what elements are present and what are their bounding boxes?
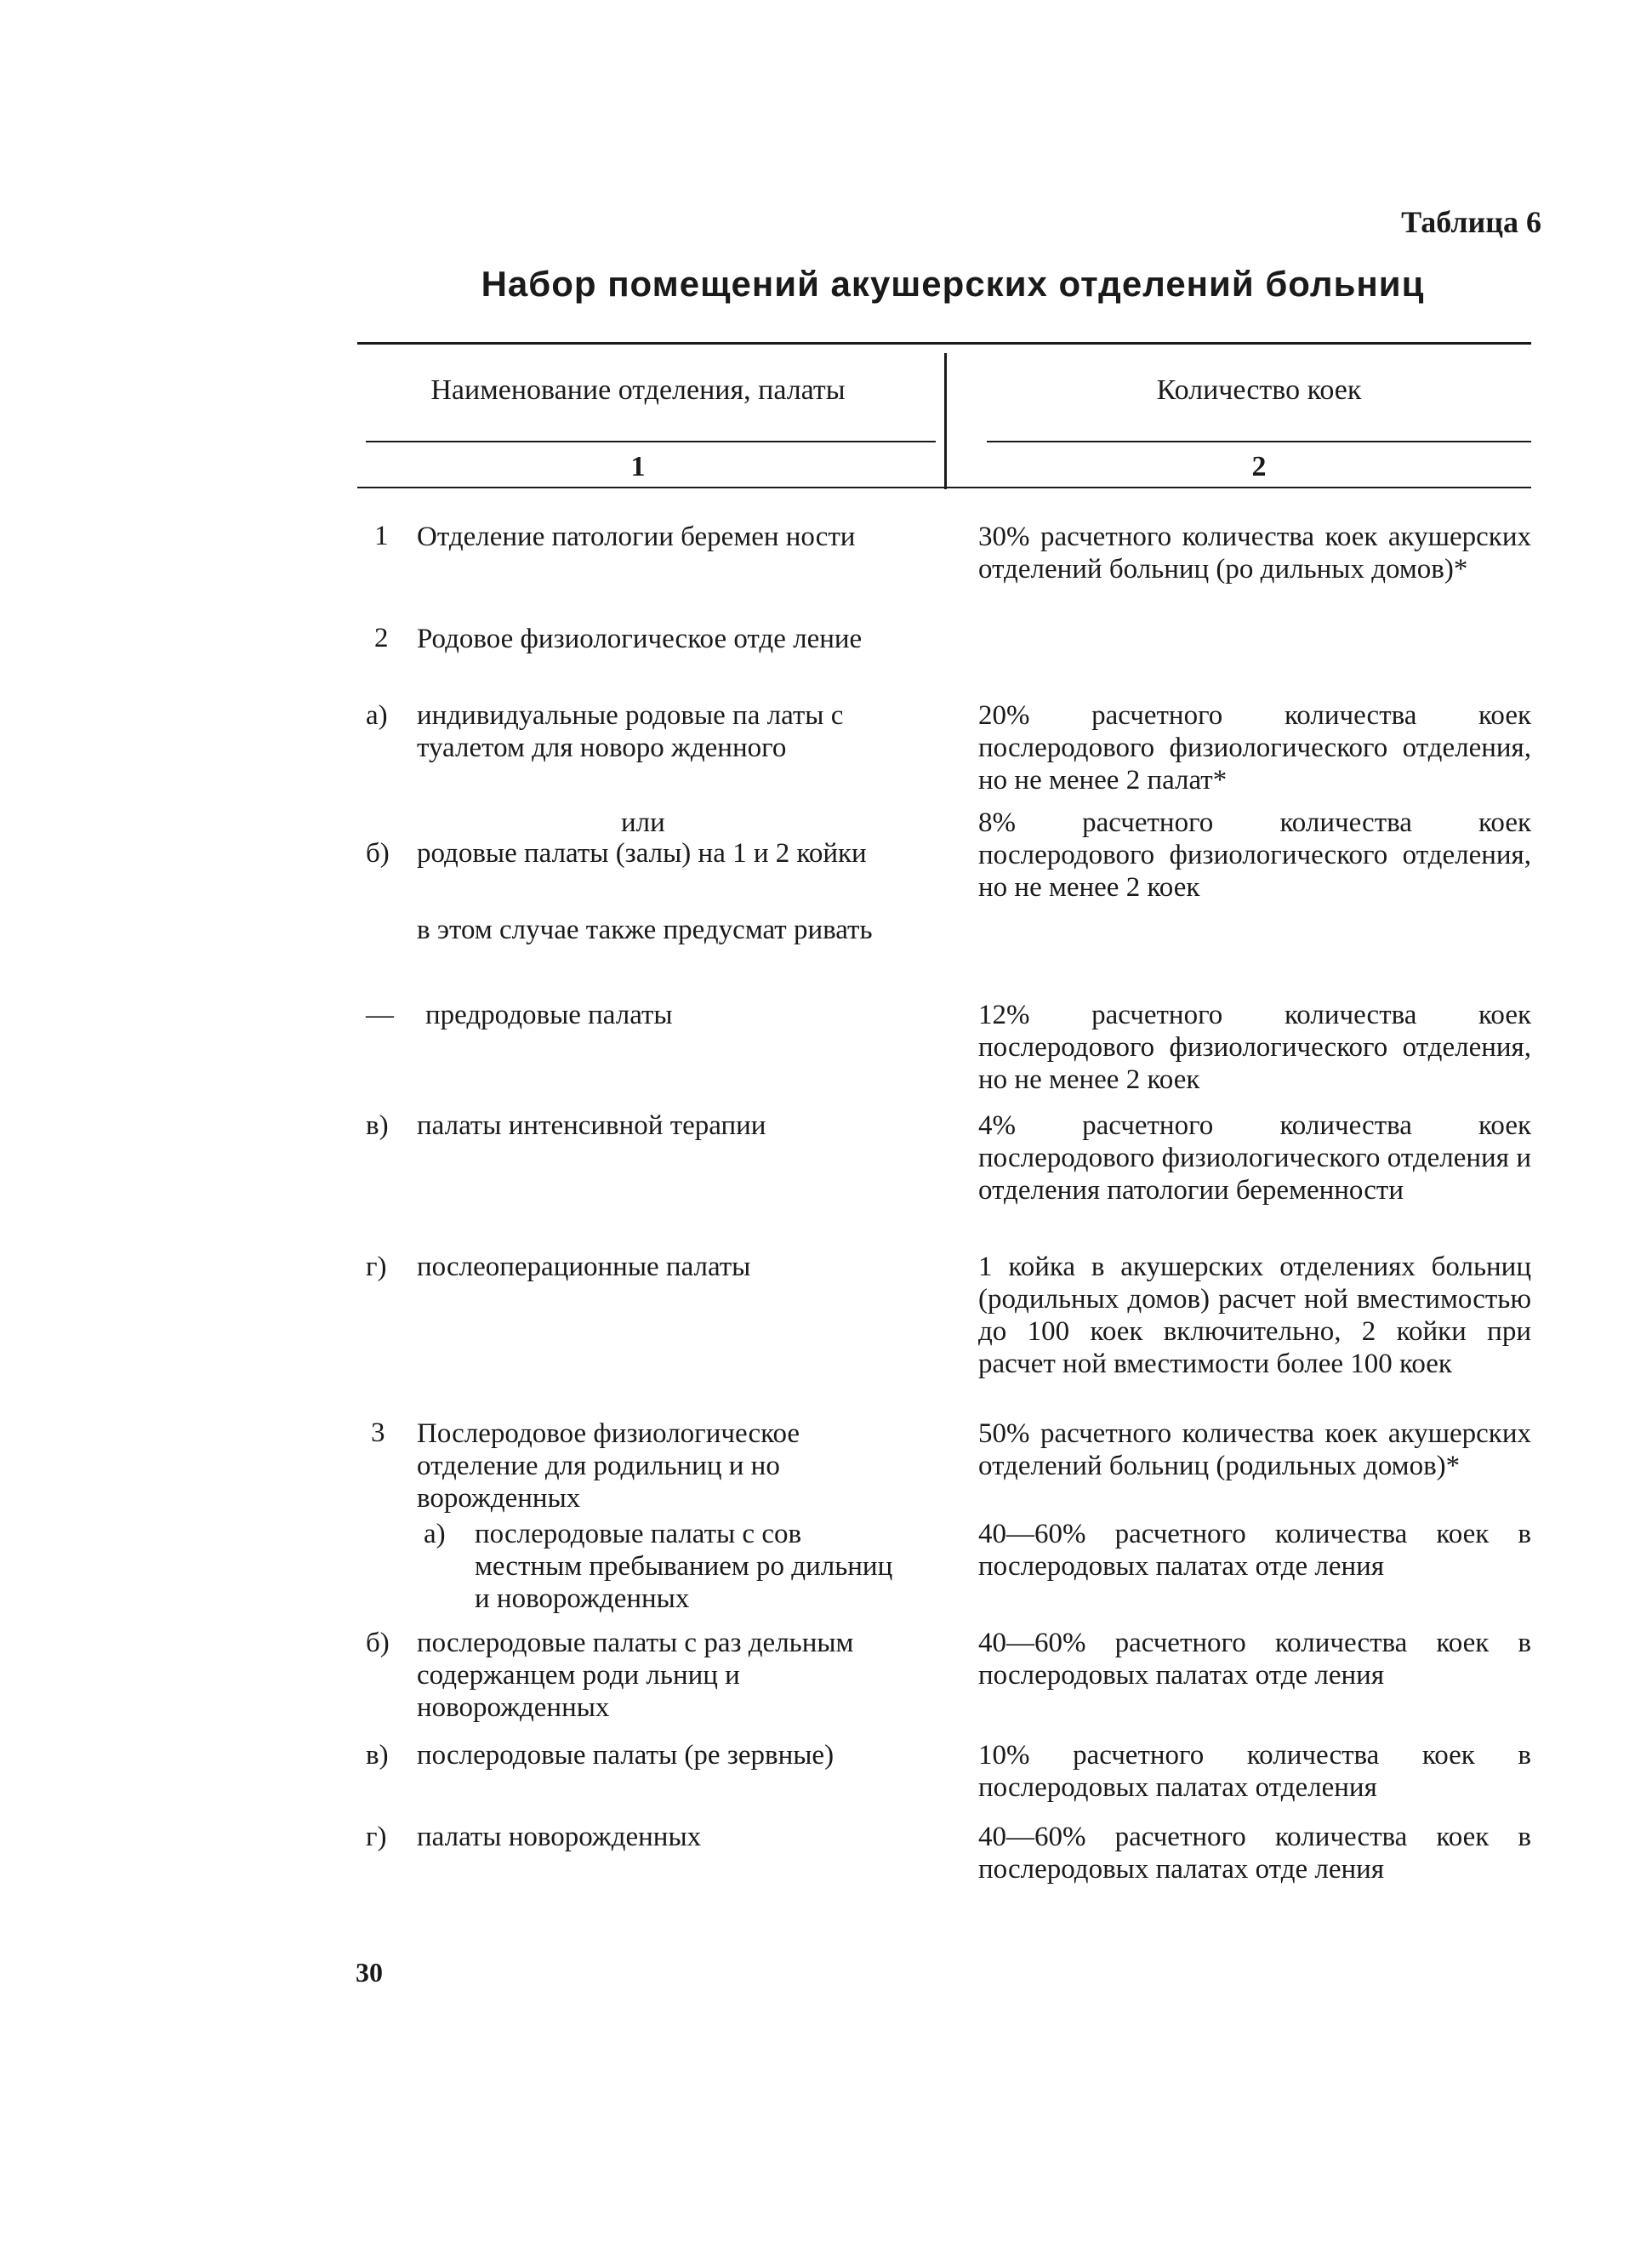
item-name: послеродовые палаты с раз дельным содержанцем роди льниц и новорожденных xyxy=(417,1628,854,1723)
column-header-count: Количество коек xyxy=(1156,374,1362,406)
item-name: индивидуальные родовые па латы с туалетом для новоро жденного xyxy=(417,700,844,763)
list-item xyxy=(366,699,910,764)
item-count: 10% расчетного количества коек в послеродовых палатах отделения xyxy=(978,1740,1531,1803)
item-name: послеродовые палаты (ре зервные) xyxy=(417,1740,835,1771)
item-marker: г) xyxy=(366,1252,387,1282)
item-marker: г) xyxy=(366,1822,387,1852)
item-count: 4% расчетного количества коек послеродового физиологического отделения и отделения патологии беременности xyxy=(978,1110,1531,1206)
column-number-1: 1 xyxy=(630,451,646,482)
row-number: 3 xyxy=(371,1417,385,1448)
item-name: палаты интенсивной терапии xyxy=(417,1110,766,1141)
item-name: родовые палаты (залы) на 1 и 2 койки xyxy=(417,838,867,869)
item-name: палаты новорожденных xyxy=(417,1822,702,1852)
table-title: Набор помещений акушерских отделений больниц xyxy=(481,264,1425,304)
list-item xyxy=(366,1109,910,1142)
row-name: Родовое физиологическое отде ление xyxy=(417,624,863,654)
row-number: 2 xyxy=(374,623,389,653)
list-item xyxy=(366,999,910,1031)
item-count: 1 койка в акушерских отделениях больниц (родильных домов) расчет ной вместимостью до 100 коек включительно, 2 койки при расчет ной вместимости более 100 коек xyxy=(978,1252,1531,1379)
row-name: Отделение патологии беремен ности xyxy=(417,522,856,552)
item-note: в этом случае также предусмат ривать xyxy=(417,915,873,945)
item-count: 20% расчетного количества коек послеродового физиологического отделения, но не менее 2 палат* xyxy=(978,700,1531,796)
item-count: 40—60% расчетного количества коек в послеродовых палатах отде ления xyxy=(978,1519,1531,1582)
row-count: 50% расчетного количества коек акушерских отделений больниц (родильных домов)* xyxy=(978,1418,1531,1481)
item-marker: а) xyxy=(424,1519,446,1549)
column-header-name: Наименование отделения, палаты xyxy=(430,374,846,406)
or-connector: или xyxy=(621,807,665,838)
column-divider xyxy=(944,353,947,489)
list-item xyxy=(366,1739,910,1771)
table-label: Таблица 6 xyxy=(1401,205,1541,239)
list-item xyxy=(366,837,910,870)
item-name: послеоперационные палаты xyxy=(417,1252,751,1282)
row-name: Послеродовое физиологическое отделение для родильниц и но ворожденных xyxy=(417,1418,800,1514)
header-bottom-rule xyxy=(357,487,1531,488)
header-rule-right xyxy=(987,441,1531,442)
header-rule-left xyxy=(366,441,936,442)
item-name: предродовые палаты xyxy=(425,1000,673,1030)
item-count: 12% расчетного количества коек послеродового физиологического отделения, но не менее 2 коек xyxy=(978,1000,1531,1095)
item-marker: б) xyxy=(366,838,390,869)
row-count: 30% расчетного количества коек акушерских отделений больниц (ро дильных домов)* xyxy=(978,522,1531,585)
item-count: 40—60% расчетного количества коек в послеродовых палатах отде ления xyxy=(978,1822,1531,1885)
row-number: 1 xyxy=(374,521,389,551)
column-number-2: 2 xyxy=(1251,451,1267,482)
item-marker: в) xyxy=(366,1110,389,1141)
page-number: 30 xyxy=(356,1957,383,1988)
table-top-rule xyxy=(357,342,1531,345)
item-marker: в) xyxy=(366,1740,389,1771)
list-item xyxy=(366,1821,910,1853)
list-item xyxy=(424,1518,910,1615)
item-marker: — xyxy=(366,1000,394,1030)
item-name: послеродовые палаты с сов местным пребыванием ро дильниц и новорожденных xyxy=(475,1519,893,1614)
list-item xyxy=(366,1627,910,1724)
item-marker: а) xyxy=(366,700,388,731)
item-count: 40—60% расчетного количества коек в послеродовых палатах отде ления xyxy=(978,1628,1531,1691)
item-marker: б) xyxy=(366,1628,390,1658)
item-count: 8% расчетного количества коек послеродового физиологического отделения, но не менее 2 коек xyxy=(978,807,1531,903)
list-item xyxy=(366,1251,910,1283)
